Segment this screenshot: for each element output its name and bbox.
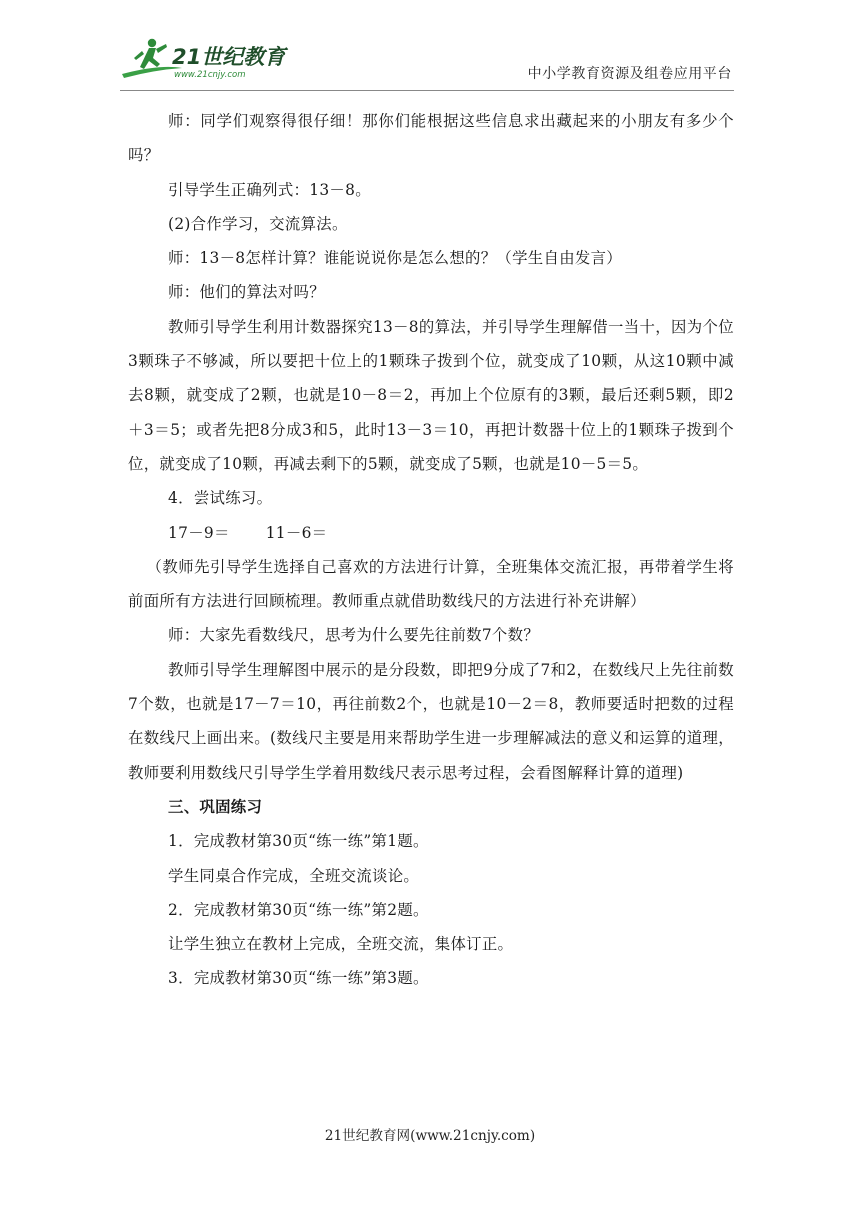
page-header xyxy=(120,34,740,92)
paragraph: 学生同桌合作完成，全班交流谈论。 xyxy=(168,866,420,885)
paragraph: 教师引导学生利用计数器探究13－8的算法，并引导学生理解借一当十，因为个位3颗珠子不够减，所以要把十位上的1颗珠子拨到个位，就变成了10颗，从这10颗中减去8颗，就变成了2颗，也就是10－8＝2，再加上个位原有的3颗，最后还剩5颗，即2＋3＝5；或者先把8分成3和5，此时13－3＝10，再把计数器十位上的1颗珠子拨到个位，就变成了10颗，再减去剩下的5颗，就变成了5颗，也就是10－5＝5。 xyxy=(128,317,734,473)
platform-title: 中小学教育资源及组卷应用平台 xyxy=(527,66,732,82)
logo-wordmark: 21世纪教育 xyxy=(172,45,286,69)
paragraph: 让学生独立在教材上完成，全班交流，集体订正。 xyxy=(168,935,514,954)
paragraph: 引导学生正确列式：13－8。 xyxy=(168,180,371,199)
logo-url: www.21cnjy.com xyxy=(174,70,246,80)
paragraph: 1．完成教材第30页“练一练”第1题。 xyxy=(168,832,429,851)
paragraph: 2．完成教材第30页“练一练”第2题。 xyxy=(168,900,429,919)
paragraph: 师：13－8怎样计算？谁能说说你是怎么想的？（学生自由发言） xyxy=(168,249,622,268)
exercise-a: 17－9＝ xyxy=(168,523,230,542)
exercise-line xyxy=(128,516,734,550)
paragraph: 师：同学们观察得很仔细！那你们能根据这些信息求出藏起来的小朋友有多少个吗？ xyxy=(128,112,734,165)
site-logo[interactable] xyxy=(120,34,290,86)
paragraph: 4．尝试练习。 xyxy=(168,489,273,508)
exercise-b: 11－6＝ xyxy=(265,523,328,542)
runner-logo-icon xyxy=(120,34,290,86)
paragraph: 师：他们的算法对吗？ xyxy=(168,283,325,302)
section-heading: 三、巩固练习 xyxy=(168,797,263,816)
paragraph: (2)合作学习，交流算法。 xyxy=(168,214,348,233)
paragraph: 师：大家先看数线尺，思考为什么要先往前数7个数？ xyxy=(168,626,540,645)
document-body xyxy=(128,104,734,996)
paragraph: 3．完成教材第30页“练一练”第3题。 xyxy=(168,969,429,988)
page-footer: 21世纪教育网(www.21cnjy.com) xyxy=(324,1128,536,1144)
header-divider xyxy=(120,90,734,91)
paragraph: （教师先引导学生选择自己喜欢的方法进行计算，全班集体交流汇报，再带着学生将前面所有方法进行回顾梳理。教师重点就借助数线尺的方法进行补充讲解） xyxy=(128,557,734,611)
paragraph: 教师引导学生理解图中展示的是分段数，即把9分成了7和2，在数线尺上先往前数7个数，也就是17－7＝10，再往前数2个，也就是10－2＝8，教师要适时把数的过程在数线尺上画出来。(数线尺主要是用来帮助学生进一步理解减法的意义和运算的道理，教师要利用数线尺引导学生学着用数线尺表示思考过程，会看图解释计算的道理) xyxy=(128,660,734,782)
